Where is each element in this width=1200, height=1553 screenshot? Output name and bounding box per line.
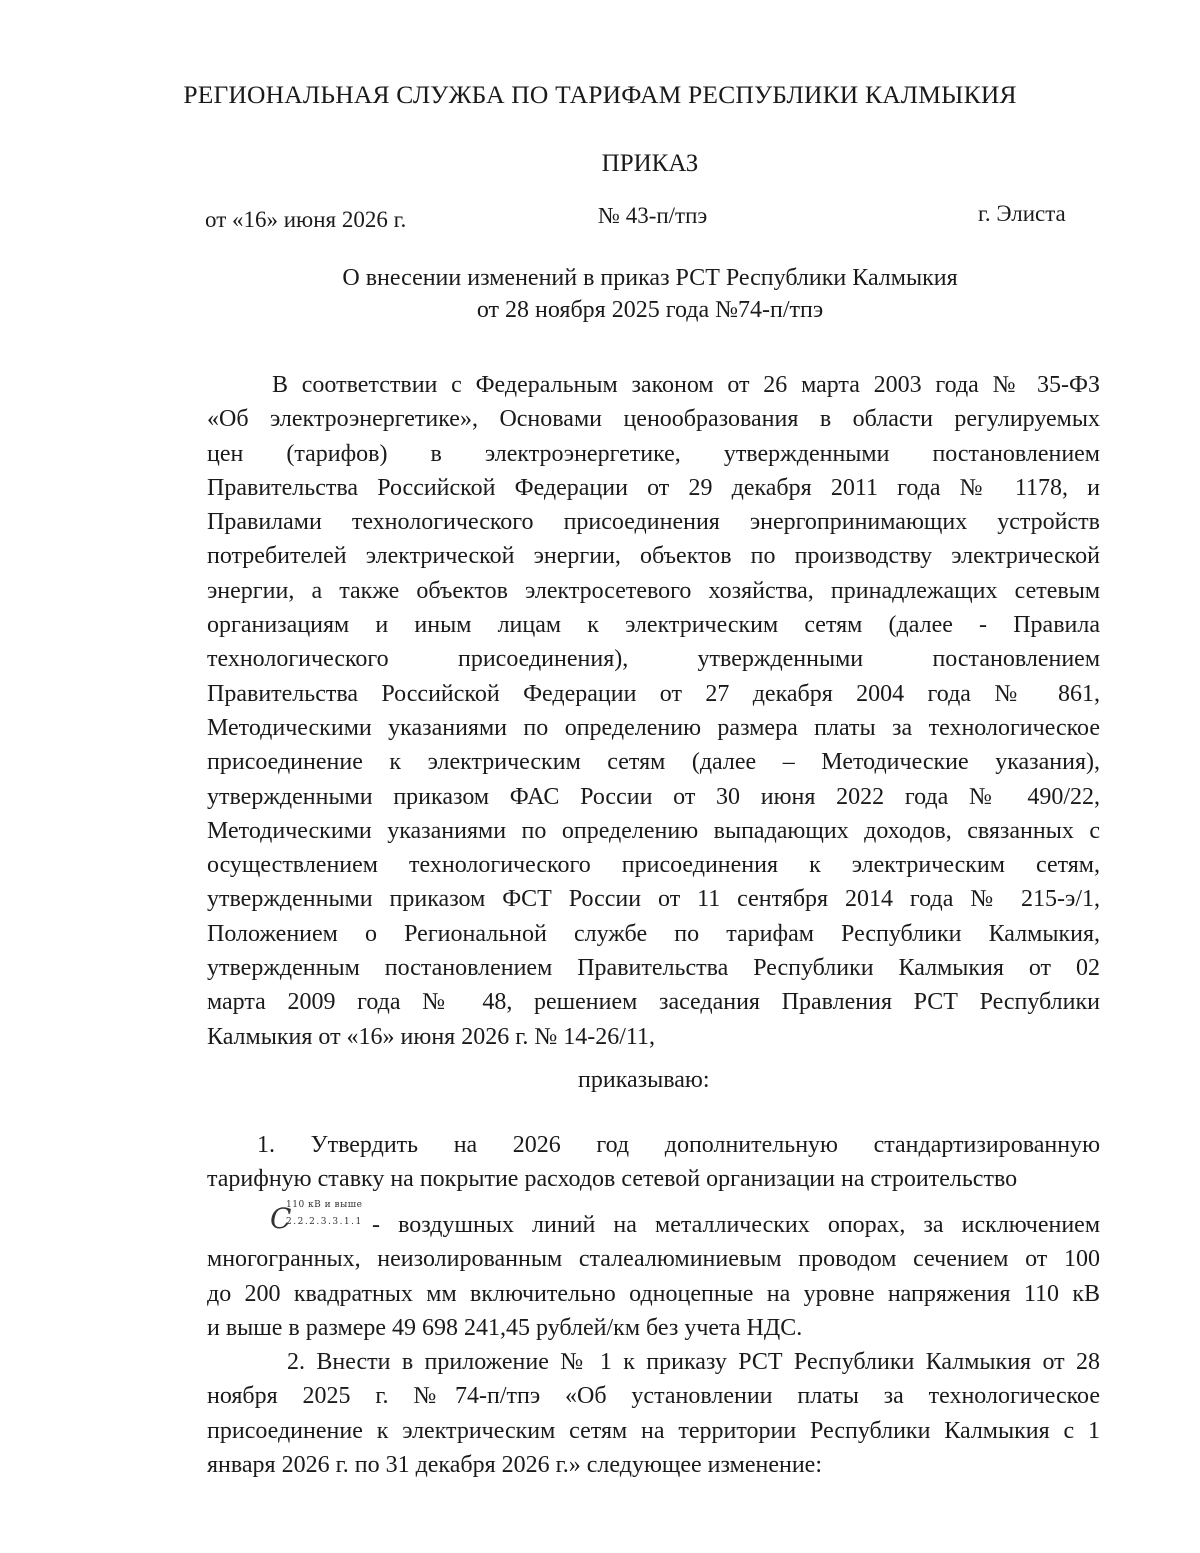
decree-word: приказываю: bbox=[578, 1067, 710, 1093]
preamble-line: осуществлением технологического присоединения к электрическим сетям, bbox=[207, 852, 1100, 879]
preamble-line: Методическими указаниями по определению размера платы за технологическое bbox=[207, 714, 1100, 741]
item-1-line: до 200 квадратных мм включительно одноцепные на уровне напряжения 110 кВ bbox=[207, 1280, 1100, 1307]
item-1-continuation bbox=[207, 1208, 1100, 1345]
order-city: г. Элиста bbox=[978, 201, 1066, 226]
preamble-line: Методическими указаниями по определению выпадающих доходов, связанных с bbox=[207, 817, 1100, 844]
agency-header: РЕГИОНАЛЬНАЯ СЛУЖБА ПО ТАРИФАМ РЕСПУБЛИКИ КАЛМЫКИЯ bbox=[183, 80, 1017, 109]
item-1-paragraph bbox=[207, 1128, 1100, 1197]
item-2-line: января 2026 г. по 31 декабря 2026 г.» следующее изменение: bbox=[207, 1451, 822, 1478]
formula-superscript: 110 кВ и выше bbox=[286, 1200, 363, 1210]
order-number: № 43-п/тпэ bbox=[598, 203, 708, 228]
preamble-line: утвержденным постановлением Правительства Республики Калмыкия от 02 bbox=[207, 955, 1100, 982]
preamble-line: Калмыкия от «16» июня 2026 г. № 14-26/11, bbox=[207, 1023, 656, 1050]
item-2-line: ноября 2025 г. №74-п/тпэ «Об установлении платы за технологическое bbox=[207, 1383, 1100, 1410]
item-1-line: тарифную ставку на покрытие расходов сетевой организации на строительство bbox=[207, 1166, 1018, 1193]
preamble-line: утвержденными приказом ФАС России от 30 июня 2022 года № 490/22, bbox=[207, 783, 1100, 810]
item-2-paragraph bbox=[207, 1345, 1100, 1482]
preamble-line: Правительства Российской Федерации от 29 декабря 2011 года № 1178, и bbox=[207, 474, 1100, 501]
item-1-line: - воздушных линий на металлических опорах, за исключением bbox=[372, 1212, 1100, 1238]
order-date: от «16» июня 2026 г. bbox=[205, 207, 407, 232]
item-2-line: 2. Внести в приложение № 1 к приказу РСТ Республики Калмыкия от 28 bbox=[287, 1349, 1100, 1375]
preamble-line: организациям и иным лицам к электрическим сетям (далее - Правила bbox=[207, 612, 1100, 639]
subject-line: О внесении изменений в приказ РСТ Республики Калмыкия bbox=[342, 265, 958, 291]
preamble-paragraph bbox=[207, 368, 1100, 1054]
preamble-line: утвержденными приказом ФСТ России от 11 сентября 2014 года № 215-э/1, bbox=[207, 886, 1100, 913]
item-1-line: и выше в размере 49 698 241,45 рублей/км без учета НДС. bbox=[207, 1314, 803, 1341]
preamble-line: Правилами технологического присоединения энергопринимающих устройств bbox=[207, 509, 1100, 536]
preamble-line: энергии, а также объектов электросетевого хозяйства, принадлежащих сетевым bbox=[207, 577, 1100, 604]
preamble-line: «Об электроэнергетике», Основами ценообразования в области регулируемых bbox=[207, 406, 1100, 433]
preamble-line: Положением о Региональной службе по тарифам Республики Калмыкия, bbox=[207, 920, 1100, 947]
preamble-line: марта 2009 года № 48, решением заседания Правления РСТ Республики bbox=[207, 989, 1100, 1016]
subject-line: от 28 ноября 2025 года №74-п/тпэ bbox=[476, 297, 824, 323]
preamble-line: присоединение к электрическим сетям (далее – Методические указания), bbox=[207, 749, 1100, 776]
preamble-line: В соответствии с Федеральным законом от 26 марта 2003 года № 35-ФЗ bbox=[272, 372, 1100, 398]
formula-subscript: 2.2.2.3.3.1.1 bbox=[286, 1217, 363, 1227]
item-1-line: многогранных, неизолированным сталеалюминиевым проводом сечением от 100 bbox=[207, 1246, 1100, 1273]
formula-symbol: C bbox=[270, 1202, 292, 1235]
item-1-line: 1. Утвердить на 2026 год дополнительную стандартизированную bbox=[257, 1132, 1100, 1158]
item-2-line: присоединение к электрическим сетям на территории Республики Калмыкия с 1 bbox=[207, 1417, 1100, 1444]
preamble-line: цен (тарифов) в электроэнергетике, утвержденными постановлением bbox=[207, 440, 1100, 467]
order-title: ПРИКАЗ bbox=[601, 150, 699, 177]
preamble-line: Правительства Российской Федерации от 27 декабря 2004 года № 861, bbox=[207, 680, 1100, 707]
preamble-line: технологического присоединения), утвержденными постановлением bbox=[207, 646, 1100, 673]
preamble-line: потребителей электрической энергии, объектов по производству электрической bbox=[207, 543, 1100, 570]
